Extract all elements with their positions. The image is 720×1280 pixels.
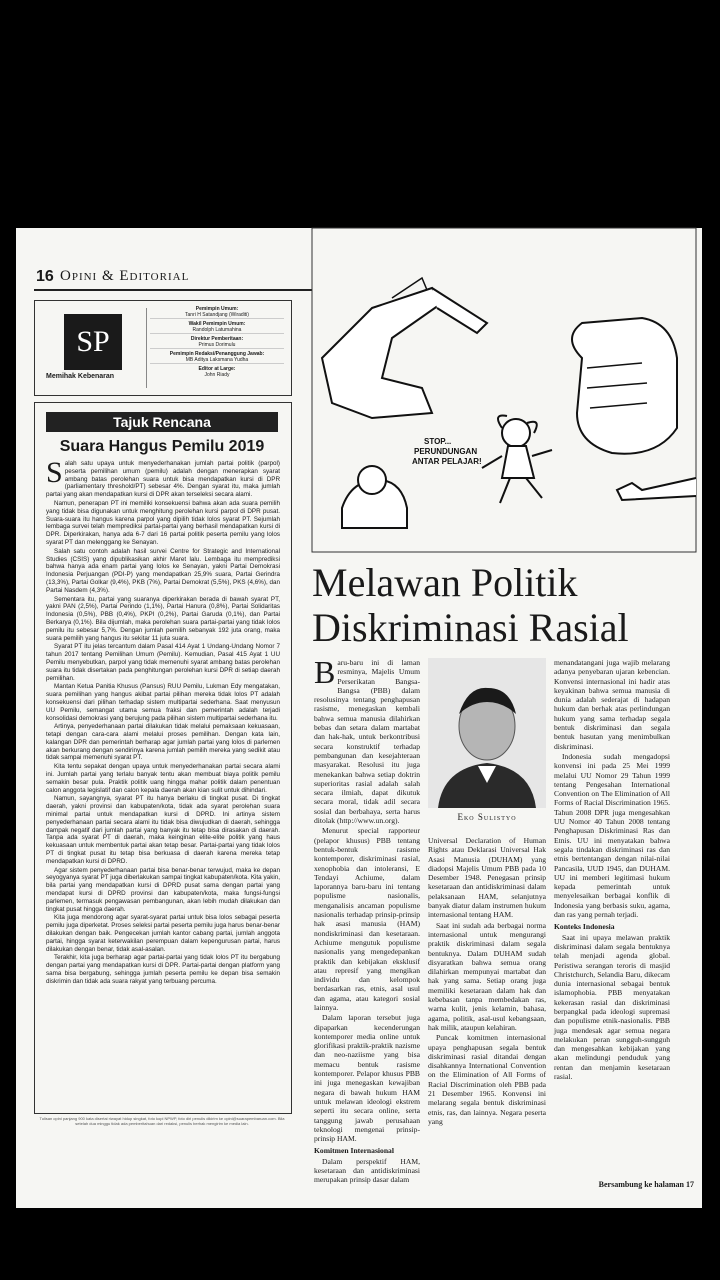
editorial-paragraph: Artinya, penyederhanaan partai dilakukan tidak melalui pemaksaan kekuasaan, tetapi dengan cara-cara alami melalui proses pemilihan. Dengan kata lain, kalangan DPR dan pemerintah berharap agar jumlah partai yang lolos di parlemen akan berkurang dengan sendirinya karena jumlah pemilih mereka yang sedikit atau tidak sampai memenuhi syarat PT. bbox=[46, 723, 280, 762]
article-paragraph: Saat ini upaya melawan praktik diskriminasi dalam segala bentuknya telah menjadi agenda global. Peristiwa serangan teroris di masjid Christchurch, Selandia Baru, dikecam dunia internasional sebagai bentuk islamophobia. PBB menyatakan kekerasan rasial dan diskriminasi berpangkal pada ideologi supremasi dan populisme etnik-nasionalis. PBB juga mendesak agar semua negara melakukan peran sungguh-sungguh dan mengesahkan kebijakan yang akan melindungi penduduk yang rentan dan menjamin kesetaraan rasial. bbox=[554, 932, 670, 1082]
subheading: Konteks Indonesia bbox=[554, 922, 615, 932]
editorial-title: Suara Hangus Pemilu 2019 bbox=[59, 438, 265, 455]
article-paragraph: Dalam perspektif HAM, kesetaraan dan antidiskriminasi merupakan prinsip dasar dalam bbox=[314, 1156, 420, 1185]
drop-cap: S bbox=[46, 456, 63, 489]
author-photo bbox=[428, 658, 546, 808]
editorial-paragraph: Kita tentu sepakat dengan upaya untuk menyederhanakan partai secara alami ini. Jumlah partai yang terlalu banyak tentu akan membuat biaya politik pemilu semakin besar pula. Praktik politik uang hingga mahar politik dalam penentuan calon anggota legislatif dan calon kepala daerah akan kian sulit untuk dihindari. bbox=[46, 763, 280, 794]
caption-line: ANTAR PELAJAR! bbox=[412, 457, 482, 466]
submission-note: Tulisan opini panjang 900 kata disertai riwayat hidup singkat, foto kopi NPWP, foto diri penulis dikirim ke opini@suarapembaruan.com. Bila setelah dua minggu tidak ada pemberitahuan dari redaksi, penulis berhak mengirim ke media lain. bbox=[39, 1116, 285, 1126]
newspaper-page bbox=[16, 228, 702, 1208]
article-column-3 bbox=[554, 658, 670, 1178]
editorial-paragraph: Kita juga mendorong agar syarat-syarat partai untuk bisa lolos sebagai peserta pemilu juga diperketat. Proses seleksi partai peserta pemilu juga harus benar-benar dilakukan dengan baik. Pengecekan jumlah kantor cabang partai, jumlah anggota partai, hingga syarat keterwakilan perempuan dalam kepengurusan partai, harus dilakukan dengan benar, tidak asal-asalan. bbox=[46, 914, 280, 953]
author-byline: Eko Sulistyo bbox=[457, 812, 517, 822]
editorial-paragraph: Namun, penerapan PT ini memiliki konsekuensi bahwa akan ada suara pemilih yang tidak bisa digunakan untuk menghitung perolehan kursi parpol di DPR pusat. Suara-suara itu hangus karena parpol yang dipilih tidak lolos syarat PT. Sejumlah lembaga survei telah memprediksi partai-partai yang berhasil mendapatkan kursi di DPR. Diperkirakan, hanya ada 6-7 dari 16 partai politik peserta pemilu yang lolos syarat PT dan melenggang ke Senayan. bbox=[46, 499, 280, 546]
section-title: Opini & Editorial bbox=[60, 268, 190, 284]
article-paragraph: menandatangani juga wajib melarang adanya penyebaran ujaran kebencian. Konvensi internasional ini hadir atas keyakinan bahwa semua manusia di dunia adalah sederajat di hadapan hukum dan berhak atas perlindungan hukum yang sama terhadap segala bentuk diskriminasi dan segala bentuk hasutan yang menimbulkan diskriminasi. bbox=[554, 658, 670, 751]
fist bbox=[572, 318, 677, 454]
caption-line: STOP... bbox=[424, 437, 452, 446]
article-column-1 bbox=[314, 654, 420, 1185]
article-paragraph: Menurut special rapporteur (pelapor khusus) PBB tentang bentuk-bentuk rasisme kontemporer, diskriminasi rasial, xenophobia dan intoleransi, E Tendayi Achiume, dalam laporannya baru-baru ini tentang populisme nasionalis, menganalisis ancaman populisme nasionalis terhadap prinsip-prinsip hak asasi manusia (HAM) nondiskriminasi dan kesetaraan. Achiume mengutuk populisme nasionalis yang mengedepankan praktik dan kebijakan eksklusif atau represif yang mengikan individu dan kelompok berdasarkan ras, etnis, asal usul dan agama, atau kategori sosial lainnya. bbox=[314, 826, 420, 1012]
staff-entry: Direktur Pemberitaan: Primus Dorimulu bbox=[150, 336, 284, 349]
boy-head bbox=[358, 466, 386, 494]
staff-entry: Editor at Large: John Riady bbox=[198, 366, 236, 378]
article-paragraph: Saat ini sudah ada berbagai norma internasional untuk mengurangi praktik diskriminasi dalam segala bentuknya. Dalam DUHAM sudah disyaratkan bahwa semua orang dilahirkan mempunyai martabat dan hak yang sama. Setiap orang juga memiliki kesetaraan dalam hak dan kebebasan tanpa membedakan ras, warna kulit, jenis kelamin, bahasa, agama, politik, asal-usul kebangsaan, hak milik, ataupun kelahiran. bbox=[428, 920, 546, 1032]
editorial-paragraph: Sementara itu, partai yang suaranya diperkirakan berada di bawah syarat PT, yakni PAN (2,5%), Partai Perindo (1,1%), Partai Hanura (0,8%), Partai Solidaritas Indonesia (0,5%), PBB (0,4%), PKPI (0,2%), Partai Garuda (0,1%), dan Partai Berkarya (0,1%). Bila dijumlah, maka perolehan suara partai-partai yang tidak lolos pemilu itu sebesar 5,7%. Dengan jumlah pemilih sebanyak 192 juta orang, maka suara pemilih yang hangus itu sekitar 11 juta suara. bbox=[46, 595, 280, 642]
masthead-staff bbox=[150, 306, 284, 378]
article-paragraph: Dalam laporan tersebut juga dipaparkan kecenderungan kontemporer media online untuk glorifikasi praktik-praktik nazisme dan neo-naziisme yang bisa memacu bentuk rasisme kontemporer. Pelapor khusus PBB ini juga menegaskan kewajiban negara di bawah hukum HAM untuk melawan ideologi ekstrem seperti itu secara online, serta tanggung jawab perusahaan teknologi mengenai prinsip-prinsip HAM. bbox=[314, 1013, 420, 1144]
article-column-2 bbox=[428, 836, 546, 1182]
staff-entry: Pemimpin Umum: Tanri H Satandjang (Wiraditi) bbox=[150, 306, 284, 319]
editorial-paragraph: Namun, sayangnya, syarat PT itu hanya berlaku di tingkat pusat. Di tingkat daerah, yakni provinsi dan kabupaten/kota, tidak ada syarat perolehan suara minimal partai untuk mendapatkan kursi di DPRD. Ini artinya sistem penyederhanaan partai secara alami itu tidak bisa diwujudkan di daerah, sehingga dampak negatif dari jumlah partai yang banyak itu tetap bisa dirasakan di daerah. Tanpa ada syarat PT di daerah, maka keinginan elite-elite politik yang haus kekuasaan untuk membentuk partai akan tetap besar. Partai-partai yang tidak lolos PT di tingkat pusat itu tetap bisa berkuasa di daerah karena mereka tetap mendapatkan kursi di DPRD. bbox=[46, 795, 280, 865]
sp-logo: SP bbox=[64, 314, 122, 370]
caption-line: PERUNDUNGAN bbox=[414, 447, 478, 456]
staff-entry: Wakil Pemimpin Umum: Randolph Latumahina bbox=[150, 321, 284, 334]
tagline: Memihak Kebenaran bbox=[46, 373, 115, 380]
subheading: Komitmen Internasional bbox=[314, 1146, 394, 1156]
article-title-line1: Melawan Politik bbox=[312, 560, 578, 605]
continued-note: Bersambung ke halaman 17 bbox=[598, 1180, 694, 1189]
drop-cap: B bbox=[314, 654, 336, 690]
article-paragraph: Baru-baru ini di laman resminya, Majelis Umum Perserikatan Bangsa-Bangsa (PBB) dalam resolusinya tentang penghapusan rasisme, menegaskan kembali bahwa semua manusia dilahirkan bebas dan setara dalam martabat dan hak-hak, untuk berkontribusi secara konstruktif terhadap pembangunan dan kesejahteraan masyarakat. Resolusi itu juga menekankan bahwa setiap doktrin superioritas rasial adalah salah secara ilmiah, dapat dikutuk secara moral, tidak adil secara sosial dan berbahaya, serta harus ditolak (http://www.un.org). bbox=[314, 654, 420, 826]
masthead-divider bbox=[146, 308, 147, 388]
article-paragraph: Universal Declaration of Human Rights atau Deklarasi Universal Hak Asasi Manusia (DUHAM) yang diadopsi Majelis Umum PBB pada 10 Desember 1948. Penegasan prinsip kesetaraan dan antidiskriminasi dalam pelaksanaan HAM, selanjutnya banyak diatur dalam instrumen hukum internasional tentang HAM. bbox=[428, 836, 546, 920]
page-number: 16 bbox=[36, 268, 54, 285]
editorial-paragraph: Mantan Ketua Panitia Khusus (Pansus) RUU Pemilu, Lukman Edy mengatakan, suara pemilihan yang hangus akibat partai pilihan mereka tidak lolos PT adalah konsekuensi dari pilihan terhadap sistem multipartai sederhana. Saat menyusun UU Pemilu, semangat utama semua fraksi dan pemerintah adalah terjadi konsolidasi demokrasi yang berujung pada pilihan sistem multipartai sederhana itu. bbox=[46, 683, 280, 722]
editorial-paragraph: Terakhir, kita juga berharap agar partai-partai yang tidak lolos PT itu bergabung dengan partai yang mendapatkan kursi di DPR. Partai-partai dengan platform yang sama bisa bergabung, sehingga jumlah peserta pemilu ke depan bisa semakin diskrimin dan tidak ada suara rakyat yang terbuang percuma. bbox=[46, 954, 280, 985]
editorial-paragraph: Syarat PT itu jelas tercantum dalam Pasal 414 Ayat 1 Undang-Undang Nomor 7 tahun 2017 tentang Pemilihan Umum (Pemilu). Kemudian, Pasal 415 Ayat 1 UU Pemilu menyebutkan, parpol yang tidak memenuhi syarat ambang batas perolehan suara itu tidak disertakan pada penghitungan perolehan kursi DPR di setiap daerah pemilihan. bbox=[46, 643, 280, 682]
article-paragraph: Indonesia sudah mengadopsi konvensi ini pada 25 Mei 1999 melalui UU Nomor 29 Tahun 1999 tentang Pengesahan International Convention on The Elimination of All Forms of Racial Discrimination 1965. Tahun 2008 DPR juga mengesahkan UU Nomor 40 Tahun 2008 tentang Penghapusan Diskriminasi Ras dan Etnis. UU ini menyatakan bahwa segala tindakan diskriminasi ras dan etnis bertentangan dengan nilai-nilai Pancasila, UUD 1945, dan DUHAM. UU ini memberi legitimasi hukum kepada pemerintah untuk menyelesaikan berbagai konflik di Indonesia yang berbasis suku, agama, dan ras yang pernah terjadi. bbox=[554, 751, 670, 920]
editorial-cartoon bbox=[312, 228, 696, 552]
editorial-paragraph: Agar sistem penyederhanaan partai bisa benar-benar terwujud, maka ke depan seyogyanya syarat PT juga diberlakukan sampai tingkat kabupaten/kota. Kita yakin, bila partai yang mendapatkan kursi di DPRD pusat sama dengan partai yang mendapat kursi di DPRD provinsi dan kabupaten/kota, maka fungsi-fungsi parlemen, termasuk pengawasan pembangunan, akan lebih mudah dilakukan dan tingkat pusat hingga daerah. bbox=[46, 866, 280, 913]
article-title-line2: Diskriminasi Rasial bbox=[312, 605, 629, 650]
editorial-paragraph: Salah satu contoh adalah hasil survei Centre for Strategic and International Studies (CSIS) yang dipublikasikan akhir Maret lalu. Lembaga itu memprediksi bahwa hanya ada enam partai yang lolos ke Senayan, yakni Partai Demokrasi Indonesia Perjuangan (PDI-P) yang mendapatkan 25,9% suara, Partai Gerindra (13,3%), Partai Golkar (9,4%), PKB (7%), Partai Demokrat (5,5%), PKS (4,6%), dan Partai Nasdem (4,3%). bbox=[46, 547, 280, 594]
editorial-body bbox=[46, 456, 280, 1100]
article-paragraph: Puncak komitmen internasional upaya penghapusan segala bentuk diskriminasi rasial ditandai dengan disahkannya International Convention on the Elimination of All Forms of Racial Discrimination oleh PBB pada 21 Desember 1965. Konvensi ini melarang segala bentuk diskriminasi etnis, ras, dan lainnya. Negara peserta yang bbox=[428, 1033, 546, 1126]
editorial-banner: Tajuk Rencana bbox=[46, 412, 278, 432]
staff-entry: Pemimpin Redaksi/Penanggung Jawab: MB Aditya Laksmana Yudha bbox=[150, 351, 284, 364]
girl-head bbox=[502, 419, 530, 447]
editorial-paragraph: Salah satu upaya untuk menyederhanakan jumlah partai politik (parpol) peserta pemilihan umum (pemilu) adalah dengan menerapkan syarat ambang batas perolehan suara untuk bisa mendapatkan kursi di DPR (parliamentary threshold/PT) sebesar 4%. Dengan syarat itu, maka jumlah partai yang akan mendapatkan kursi di DPR akan terseleksi secara alami. bbox=[46, 456, 280, 499]
